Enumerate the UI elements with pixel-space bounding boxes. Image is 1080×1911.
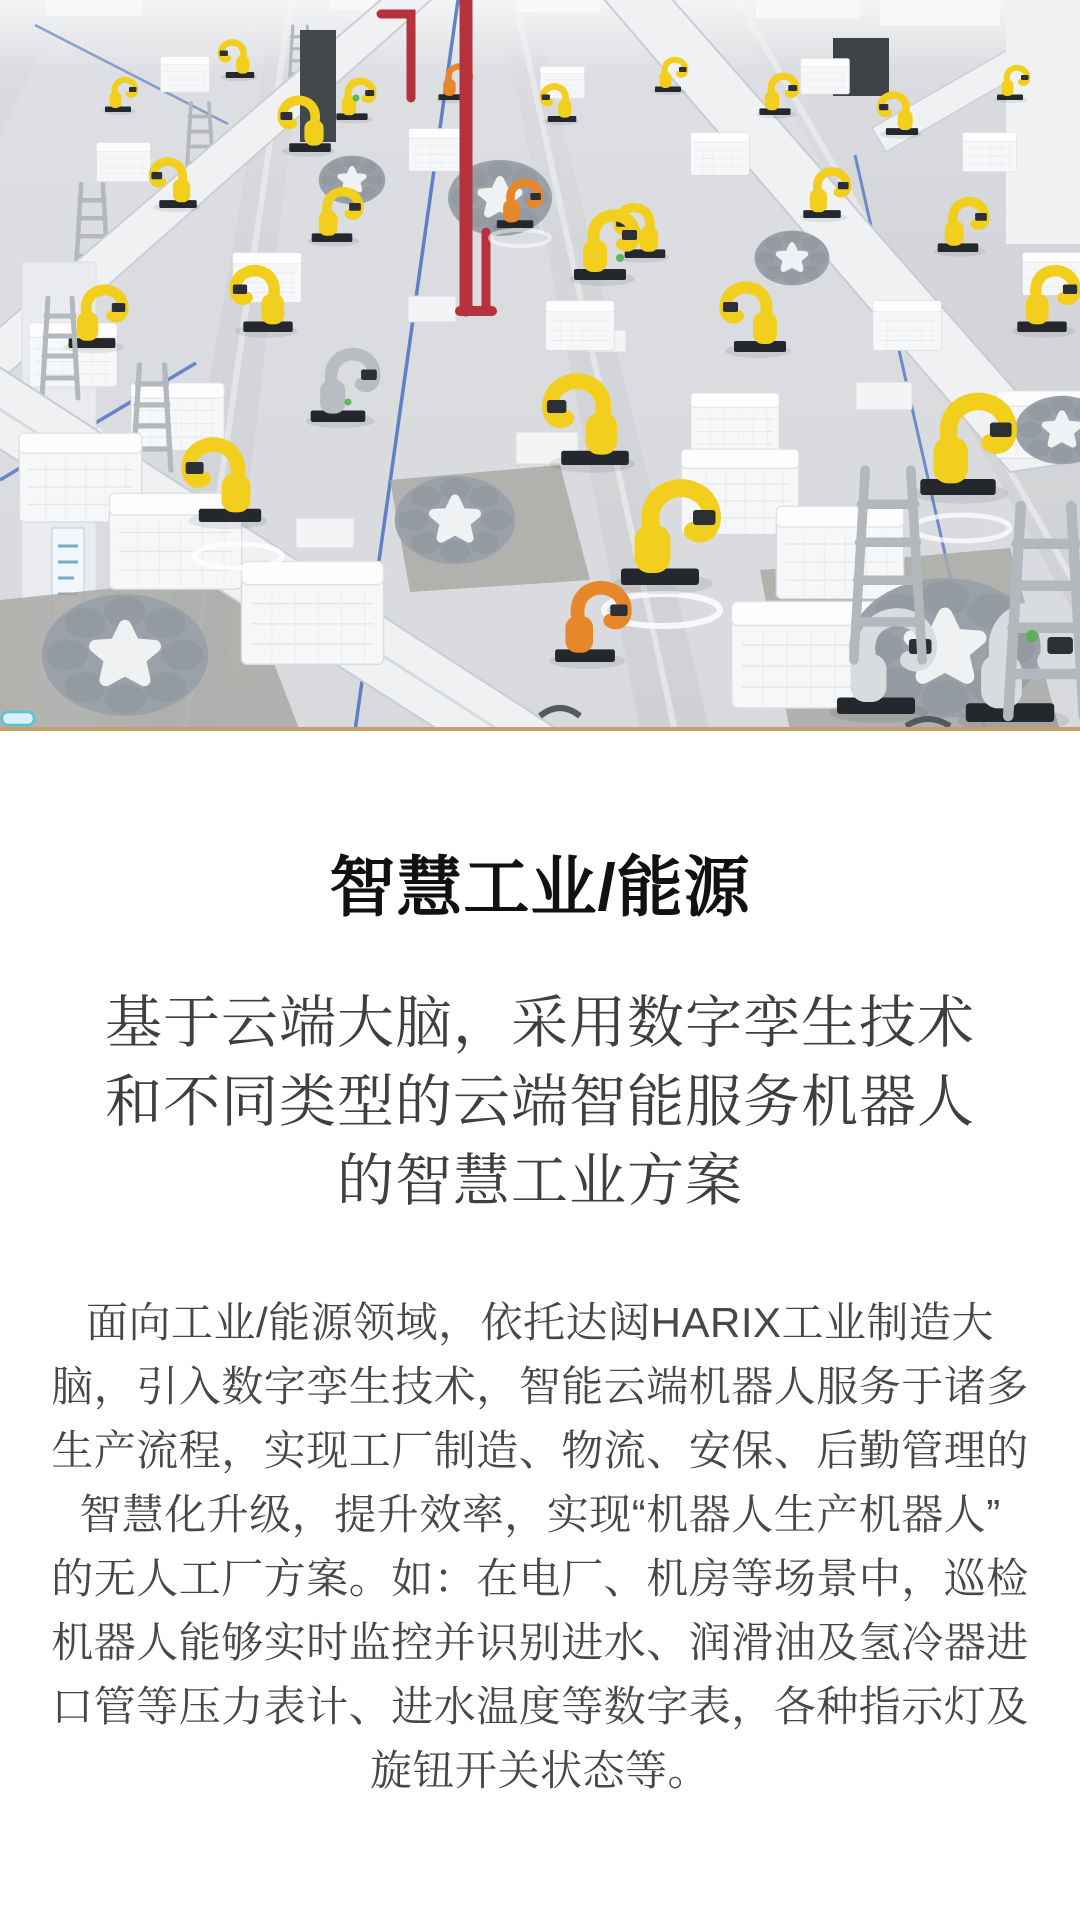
description-line: 的无人工厂方案。如：在电厂、机房等场景中，巡检: [51, 1555, 1029, 1603]
right-pillar: [1006, 0, 1080, 244]
description-line: 生产流程，实现工厂制造、物流、安保、后勤管理的: [51, 1427, 1029, 1475]
video-scrubber[interactable]: [2, 712, 34, 725]
factory-scene: [0, 0, 1080, 731]
description-line: 面向工业/能源领域，依托达闼HARIX工业制造大: [85, 1299, 995, 1347]
section-smart-industry: [0, 731, 1080, 1803]
video-progress-bar[interactable]: [0, 727, 1080, 731]
subtitle-line: 和不同类型的云端智能服务机器人: [105, 1070, 975, 1135]
description-line: 智慧化升级，提升效率，实现“机器人生产机器人”: [79, 1491, 1001, 1539]
page-title: 智慧工业/能源: [329, 850, 751, 924]
section-description: [0, 1291, 1080, 1803]
subtitle-line: 基于云端大脑，采用数字孪生技术: [105, 991, 975, 1056]
subtitle-line: 的智慧工业方案: [337, 1149, 743, 1214]
description-line: 旋钮开关状态等。: [369, 1747, 710, 1795]
section-subtitle: [0, 984, 1080, 1221]
description-line: 口管等压力表计、进水温度等数字表，各种指示灯及: [51, 1683, 1029, 1731]
description-line: 机器人能够实时监控并识别进水、润滑油及氢冷器进: [51, 1619, 1029, 1667]
factory-video-frame[interactable]: [0, 0, 1080, 731]
description-line: 脑，引入数字孪生技术，智能云端机器人服务于诸多: [51, 1363, 1029, 1411]
